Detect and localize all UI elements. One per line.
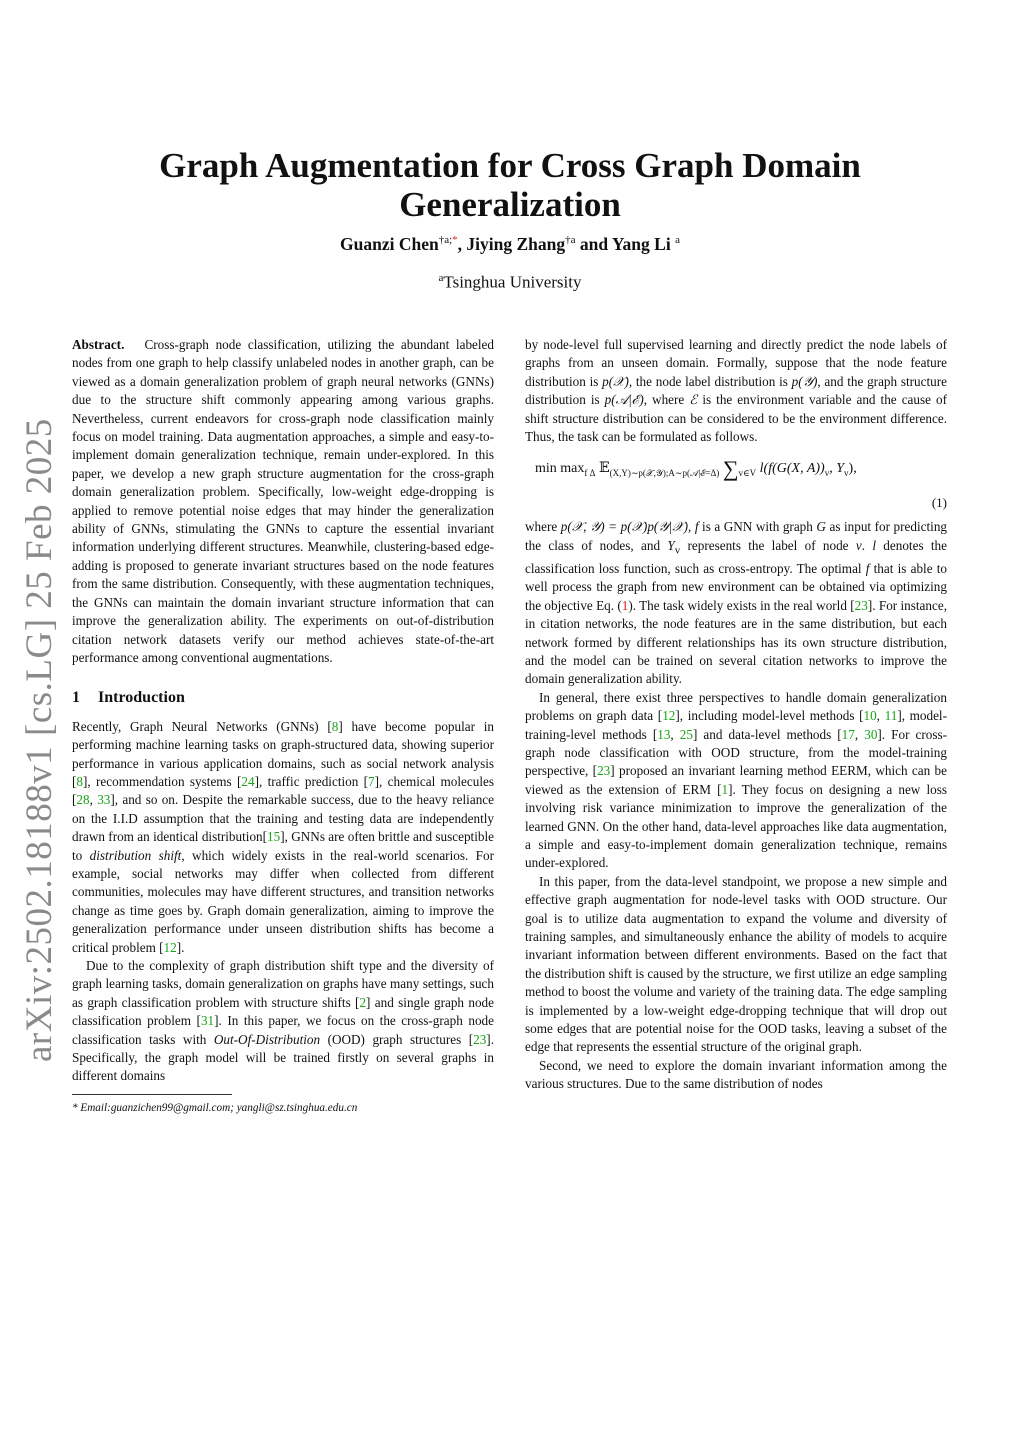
text-run: ] have become popular in performing machine learning tasks on graph-structured data, showing superior performance in various application domains, such as social network analysis [ bbox=[72, 718, 494, 789]
text-run: ], recommendation systems [ bbox=[83, 773, 242, 789]
text-run: , bbox=[876, 708, 885, 724]
text-run: where bbox=[525, 519, 561, 535]
text-run: represents the label of node bbox=[680, 537, 856, 553]
section-title: Introduction bbox=[98, 689, 185, 707]
text-run: ], traffic prediction [ bbox=[254, 773, 369, 789]
math: v bbox=[855, 537, 862, 553]
text-run: denotes the classification loss function, such as cross-entropy. The optimal bbox=[525, 537, 947, 576]
text-run: , and the graph structure distribution is bbox=[525, 373, 948, 408]
citation-link[interactable]: 24 bbox=[241, 773, 255, 789]
eq-loss-sub: v bbox=[824, 468, 830, 479]
eq-label-sub: v bbox=[844, 468, 849, 479]
section-number: 1 bbox=[72, 689, 80, 707]
emphasis: Out-Of-Distribution bbox=[213, 1031, 321, 1047]
text-run: , bbox=[89, 792, 98, 808]
equation-number: (1) bbox=[931, 495, 947, 511]
eq-end: ), bbox=[848, 461, 857, 477]
author-3-sup: a bbox=[675, 234, 680, 247]
text-run: , which widely exists in the real-world scenarios. For example, social networks may differ when collected from different communities, molecules may have different structures, and transition networks change as time goes by. Graph domain generalization, aiming to improve the generalization performance under unseen distribution shifts has become a critical problem [ bbox=[72, 847, 494, 955]
citation-link[interactable]: 2 bbox=[359, 994, 367, 1010]
math: G bbox=[816, 519, 826, 535]
eq-expectation-sub: (X,Y)∼p(𝒳,𝒴);A∼p(𝒜|ℰ=Δ) bbox=[609, 468, 720, 479]
text-run: Recently, Graph Neural Networks (GNNs) [ bbox=[72, 718, 332, 734]
right-paragraph-1 bbox=[525, 336, 947, 446]
eq-sum-symbol: ∑ bbox=[722, 456, 739, 482]
eq-label: , Y bbox=[829, 461, 845, 477]
emphasis: distribution shift bbox=[89, 847, 182, 863]
citation-link[interactable]: 15 bbox=[267, 829, 281, 845]
text-run: ] and single graph node classification problem [ bbox=[72, 994, 494, 1029]
math: f bbox=[865, 560, 870, 576]
corresponding-star[interactable]: * bbox=[452, 234, 458, 247]
text-run: , bbox=[670, 726, 680, 742]
text-run: , where bbox=[643, 392, 690, 408]
intro-paragraph-2 bbox=[72, 957, 494, 1086]
intro-paragraph-1 bbox=[72, 718, 494, 957]
citation-link[interactable]: 12 bbox=[163, 939, 177, 955]
citation-link[interactable]: 8 bbox=[76, 773, 83, 789]
text-run: ]. In this paper, we focus on the cross-graph node classification tasks with bbox=[72, 1013, 494, 1047]
math-sub: v bbox=[674, 544, 681, 557]
abstract-text: Cross-graph node classification, utilizing the abundant labeled nodes from one graph to help classify unlabeled nodes in another graph, can be viewed as a domain generalization problem of graph neural networks (GNNs) due to the structure shift commonly appearing among various graphs. Nevertheless, current endeavors for cross-graph node classification mainly focus on model training. Data augmentation approaches, a simple and easy-to-implement domain generalization technique, remain under-explored. In this paper, we develop a new graph structure augmentation for the cross-graph domain generalization problem. Specifically, low-weight edge-dropping is applied to remove potential noise edges that may hinder the generalization ability of GNNs, stimulating the GNNs to capture the essential invariant information underlying different structures. Meanwhile, clustering-based edge-adding is proposed to generate invariant structures based on the node features from the same distribution. Consequently, with these augmentation techniques, the GNNs can maintain the domain invariant structure information that can improve the generalization ability. The experiments on out-of-distribution citation network datasets verify our method achieves state-of-the-art performance among conventional augmentations. bbox=[72, 337, 495, 665]
text-run: ], model-training-level methods [ bbox=[525, 708, 947, 742]
math: p(𝒳, 𝒴) = p(𝒳)p(𝒴|𝒳) bbox=[560, 519, 688, 535]
math: l bbox=[872, 537, 876, 553]
text-run: ] and data-level methods [ bbox=[692, 726, 842, 742]
affiliation bbox=[100, 272, 920, 293]
math: p(𝒳) bbox=[602, 373, 629, 389]
text-run: that is able to well process the graph from new environment can be obtained via optimizing the objective Eq. ( bbox=[525, 560, 947, 613]
citation-link[interactable]: 23 bbox=[854, 597, 868, 613]
math: Y bbox=[667, 537, 675, 553]
text-run: . bbox=[861, 537, 873, 553]
math: p(𝒴) bbox=[791, 373, 818, 389]
arxiv-sidebar-stamp: arXiv:2502.18188v1 [cs.LG] 25 Feb 2025 bbox=[19, 418, 60, 1062]
citation-link[interactable]: 12 bbox=[662, 708, 676, 724]
right-paragraph-2 bbox=[525, 518, 947, 688]
text-run: ], GNNs are often brittle and susceptible to bbox=[72, 829, 494, 863]
citation-link[interactable]: 10 bbox=[863, 708, 877, 724]
citation-link[interactable]: 33 bbox=[97, 792, 111, 808]
eq-sum-sub: v∈V bbox=[738, 468, 757, 479]
text-run: , the node label distribution is bbox=[628, 373, 792, 389]
citation-link[interactable]: 28 bbox=[76, 792, 90, 808]
author-1: Guanzi Chen bbox=[340, 234, 439, 254]
text-run: ]. Specifically, the graph model will be trained firstly on several graphs in different domains bbox=[72, 1031, 494, 1084]
text-run: ]. For cross-graph node classification with OOD structure, from the model-training perspective, [ bbox=[525, 726, 948, 779]
title-line-2: Generalization bbox=[399, 185, 621, 224]
right-paragraph-5: Second, we need to explore the domain invariant information among the various structures. Due to the same distribution of nodes bbox=[525, 1057, 947, 1092]
citation-link[interactable]: 23 bbox=[473, 1031, 487, 1047]
equation-1 bbox=[525, 454, 947, 512]
text-run: by node-level full supervised learning and directly predict the node labels of graphs from an unseen domain. Formally, suppose that the node feature distribution is bbox=[525, 337, 947, 389]
citation-link[interactable]: 31 bbox=[200, 1013, 215, 1029]
abstract bbox=[72, 336, 494, 667]
right-paragraph-4: In this paper, from the data-level standpoint, we propose a new simple and effective graph augmentation for node-level tasks with OOD structure. Our goal is to utilize data augmentation to expand the volume and diversity of training samples, and simultaneously enhance the ability of models to acquire invariant information between different environments. Based on the fact that the distribution shift is caused by the structure, we first utilize an edge sampling method to boost the volume and variety of the training data. The edge sampling is implemented by a low-weight edge-dropping technique that will drop out some edges that are potential noise for the OOD tasks, leaving a subset of the edge that represents the essential structure of the original graph. bbox=[525, 873, 947, 1055]
abstract-label: Abstract. bbox=[72, 337, 125, 352]
text-run: ]. They focus on designing a new loss involving risk variance minimization to improve the generalization of the learned GNN. On the other hand, data-level approaches like data augmentation, a simple and easy-to-implement domain generalization technique, remains under-explored. bbox=[525, 781, 947, 871]
citation-link[interactable]: 25 bbox=[679, 726, 693, 742]
affiliation-sup: a bbox=[438, 272, 444, 284]
footnote: * Email:guanzichen99@gmail.com; yangli@sz.tsinghua.edu.cn bbox=[72, 1101, 358, 1114]
text-run: ]. For instance, in citation networks, the node features are in the same distribution, but each network formed by different relationships has its own structure distribution, and the model can be trained on several citation networks to improve the domain generalization ability. bbox=[525, 597, 947, 687]
right-column bbox=[525, 336, 947, 1094]
text-run: Due to the complexity of graph distribution shift type and the diversity of graph learning tasks, domain generalization on graphs have many settings, such as graph classification problem with structure shifts [ bbox=[72, 958, 494, 1010]
text-run: , bbox=[688, 519, 695, 535]
text-run: ], including model-level methods [ bbox=[675, 708, 864, 724]
text-run: ]. bbox=[176, 939, 185, 955]
author-1-sup: †a; bbox=[438, 234, 453, 247]
author-list bbox=[100, 234, 920, 255]
eq-minmax: min max bbox=[535, 461, 585, 477]
author-3: and Yang Li bbox=[575, 234, 676, 254]
math: f bbox=[694, 519, 699, 535]
affiliation-name: Tsinghua University bbox=[443, 272, 582, 292]
equation-ref-link[interactable]: 1 bbox=[621, 597, 629, 613]
citation-link[interactable]: 13 bbox=[657, 726, 671, 742]
equation-body bbox=[535, 456, 857, 482]
math: p(𝒜|ℰ) bbox=[604, 392, 644, 408]
eq-minmax-sub: f Δ bbox=[584, 468, 596, 479]
footnote-rule bbox=[72, 1094, 232, 1095]
text-run: , bbox=[854, 726, 865, 742]
text-run: ], and so on. Despite the remarkable success, due to the heavy reliance on the I.I.D assumption that the training and testing data are independently drawn from an identical distribution[ bbox=[72, 792, 495, 845]
text-run: ). The task widely exists in the real world [ bbox=[628, 597, 855, 613]
text-run: (OOD) graph structures [ bbox=[320, 1031, 474, 1047]
paper-title bbox=[100, 146, 920, 224]
author-2-sup: †a bbox=[565, 234, 576, 247]
citation-link[interactable]: 30 bbox=[864, 726, 878, 742]
citation-link[interactable]: 11 bbox=[884, 708, 898, 724]
citation-link[interactable]: 17 bbox=[841, 726, 855, 742]
left-column bbox=[72, 336, 494, 1115]
right-paragraph-3 bbox=[525, 689, 947, 873]
citation-link[interactable]: 1 bbox=[721, 781, 729, 797]
eq-loss: l(f(G(X, A)) bbox=[759, 461, 825, 477]
text-run: ] proposed an invariant learning method EERM, which can be viewed as the extension of ERM [ bbox=[525, 763, 947, 797]
citation-link[interactable]: 7 bbox=[368, 773, 375, 789]
citation-link[interactable]: 8 bbox=[331, 718, 339, 734]
text-run: In general, there exist three perspectives to handle domain generalization problems on graph data [ bbox=[525, 689, 947, 724]
section-heading-introduction bbox=[72, 689, 494, 707]
text-run: as input for predicting the class of nodes, and bbox=[525, 519, 948, 553]
math: ℰ bbox=[689, 392, 698, 408]
text-run: is the environment variable and the cause of shift structure distribution can be considered to be the environment difference. Thus, the task can be formulated as follows. bbox=[525, 392, 947, 445]
eq-expectation: 𝔼 bbox=[598, 461, 610, 477]
text-run: is a GNN with graph bbox=[698, 519, 817, 535]
text-run: ], chemical molecules [ bbox=[72, 773, 495, 808]
citation-link[interactable]: 23 bbox=[597, 763, 611, 779]
author-2: , Jiying Zhang bbox=[457, 234, 566, 254]
title-line-1: Graph Augmentation for Cross Graph Domain bbox=[159, 146, 861, 185]
